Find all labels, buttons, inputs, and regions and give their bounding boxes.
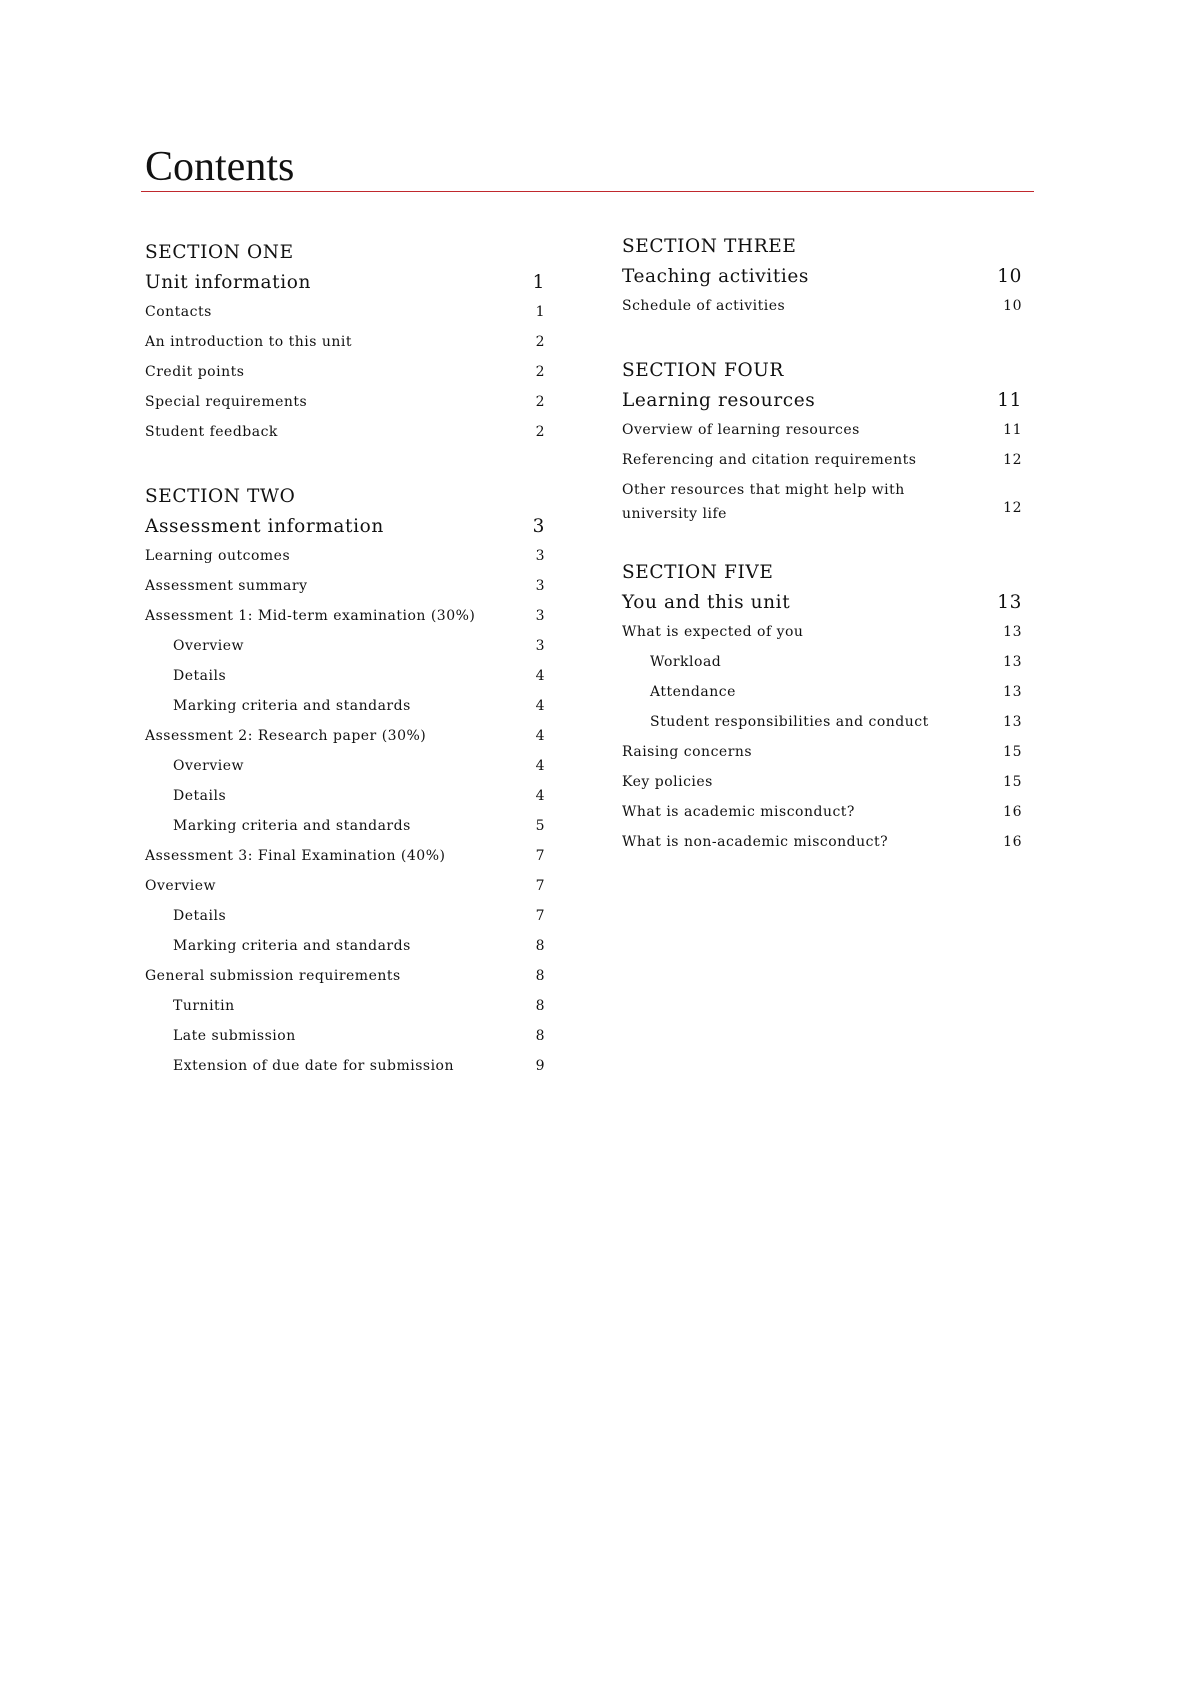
page-number: 9 (535, 1058, 545, 1074)
toc-entry[interactable] (145, 544, 545, 574)
page-number: 7 (535, 908, 545, 924)
toc-right-column (622, 232, 1022, 892)
toc-entry-title: Raising concerns (622, 744, 753, 760)
toc-section (622, 558, 1022, 860)
section-label: SECTION FIVE (622, 562, 774, 583)
page-number: 13 (1003, 624, 1022, 640)
toc-entry[interactable] (145, 934, 545, 964)
page-number: 4 (535, 668, 545, 684)
toc-entry[interactable] (145, 420, 545, 450)
toc-entry[interactable] (145, 1054, 545, 1084)
toc-entry[interactable] (622, 680, 1022, 710)
toc-entry-title: Details (173, 668, 227, 684)
page-number: 5 (535, 818, 545, 834)
page-number: 13 (997, 592, 1022, 613)
toc-entry[interactable] (145, 754, 545, 784)
page-number: 4 (535, 728, 545, 744)
toc-entry-title: Referencing and citation requirements (622, 452, 917, 468)
page-number: 4 (535, 698, 545, 714)
section-label: SECTION ONE (145, 242, 294, 263)
page-number: 12 (1003, 452, 1022, 468)
page-number: 15 (1003, 774, 1022, 790)
toc-entry[interactable] (145, 360, 545, 390)
section-heading: Unit information (145, 272, 311, 293)
toc-entry-title: Details (173, 908, 227, 924)
page-title: Contents (145, 144, 295, 190)
toc-entry[interactable] (145, 604, 545, 634)
toc-entry[interactable] (145, 300, 545, 330)
toc-entry-title: What is expected of you (622, 624, 804, 640)
toc-entry-title: Overview (173, 638, 245, 654)
page-number: 13 (1003, 684, 1022, 700)
toc-entry[interactable] (145, 330, 545, 360)
toc-entry-title: Turnitin (173, 998, 235, 1014)
page-number: 1 (535, 304, 545, 320)
page-number: 3 (535, 578, 545, 594)
toc-entry-title: Assessment 2: Research paper (30%) (145, 728, 427, 744)
toc-entry[interactable] (145, 814, 545, 844)
section-label: SECTION FOUR (622, 360, 784, 381)
toc-entry[interactable] (145, 694, 545, 724)
page-number: 4 (535, 758, 545, 774)
toc-entry-title: Special requirements (145, 394, 308, 410)
toc-entry-title: Workload (650, 654, 722, 670)
toc-entry-title: What is non-academic misconduct? (622, 834, 889, 850)
toc-entry-title: Details (173, 788, 227, 804)
toc-section (145, 482, 545, 1084)
section-label: SECTION TWO (145, 486, 296, 507)
page-number: 3 (535, 608, 545, 624)
page-number: 11 (997, 390, 1022, 411)
toc-entry[interactable] (622, 448, 1022, 478)
toc-entry-title: Credit points (145, 364, 245, 380)
page-number: 3 (535, 548, 545, 564)
page-number: 12 (1003, 500, 1022, 516)
page-number: 8 (535, 968, 545, 984)
toc-entry-title: Marking criteria and standards (173, 818, 411, 834)
toc-entry[interactable] (145, 784, 545, 814)
section-heading: Teaching activities (622, 266, 810, 287)
title-divider (141, 191, 1034, 192)
page-number: 10 (997, 266, 1022, 287)
section-heading: Assessment information (145, 516, 384, 537)
toc-section (145, 238, 545, 450)
toc-entry[interactable] (622, 740, 1022, 770)
toc-entry-title: An introduction to this unit (145, 334, 353, 350)
toc-entry-title: Other resources that might help with university life (622, 482, 905, 522)
toc-entry[interactable] (145, 1024, 545, 1054)
toc-section (622, 356, 1022, 526)
toc-entry-title: Overview (173, 758, 245, 774)
toc-entry[interactable] (145, 724, 545, 754)
toc-entry-title: Marking criteria and standards (173, 698, 411, 714)
page-number: 11 (1003, 422, 1022, 438)
toc-entry[interactable] (145, 634, 545, 664)
page-number: 16 (1003, 804, 1022, 820)
page-number: 2 (535, 424, 545, 440)
toc-entry-title: Student feedback (145, 424, 278, 440)
page-number: 7 (535, 848, 545, 864)
page-number: 4 (535, 788, 545, 804)
page-number: 8 (535, 938, 545, 954)
page-number: 8 (535, 998, 545, 1014)
toc-section (622, 232, 1022, 324)
toc-entry[interactable] (145, 964, 545, 994)
toc-entry[interactable] (622, 770, 1022, 800)
toc-entry-title: Student responsibilities and conduct (650, 714, 929, 730)
toc-entry-title: Marking criteria and standards (173, 938, 411, 954)
section-heading: You and this unit (622, 592, 791, 613)
page-number: 8 (535, 1028, 545, 1044)
page-number: 10 (1003, 298, 1022, 314)
toc-entry-title: Key policies (622, 774, 713, 790)
section-heading-entry[interactable] (622, 588, 1022, 618)
toc-entry-title: Late submission (173, 1028, 296, 1044)
toc-left-column (145, 238, 545, 1116)
toc-entry[interactable] (622, 650, 1022, 680)
toc-entry-title: General submission requirements (145, 968, 401, 984)
toc-entry[interactable] (622, 294, 1022, 324)
toc-entry-title: What is academic misconduct? (622, 804, 855, 820)
toc-entry[interactable] (622, 830, 1022, 860)
toc-entry-title: Assessment summary (145, 578, 308, 594)
toc-entry-title: Contacts (145, 304, 212, 320)
page-number: 1 (532, 272, 545, 293)
page-number: 15 (1003, 744, 1022, 760)
toc-entry[interactable] (145, 844, 545, 874)
page-number: 2 (535, 394, 545, 410)
toc-entry-title: Overview of learning resources (622, 422, 860, 438)
toc-entry[interactable] (145, 874, 545, 904)
section-heading-entry[interactable] (622, 262, 1022, 292)
page-number: 13 (1003, 714, 1022, 730)
page-number: 2 (535, 364, 545, 380)
toc-entry-title: Learning outcomes (145, 548, 291, 564)
page-number: 13 (1003, 654, 1022, 670)
toc-entry[interactable] (145, 574, 545, 604)
toc-entry-title: Extension of due date for submission (173, 1058, 455, 1074)
toc-entry-title: Assessment 1: Mid-term examination (30%) (145, 608, 476, 624)
page-number: 3 (532, 516, 545, 537)
toc-entry[interactable] (145, 904, 545, 934)
section-label: SECTION THREE (622, 236, 797, 257)
section-heading-entry[interactable] (145, 512, 545, 542)
page-number: 7 (535, 878, 545, 894)
section-heading: Learning resources (622, 390, 816, 411)
toc-entry[interactable] (145, 664, 545, 694)
toc-entry[interactable] (622, 478, 1022, 526)
toc-entry-title: Assessment 3: Final Examination (40%) (145, 848, 446, 864)
toc-entry-title: Schedule of activities (622, 298, 786, 314)
toc-entry[interactable] (622, 418, 1022, 448)
toc-entry[interactable] (145, 994, 545, 1024)
toc-entry[interactable] (622, 620, 1022, 650)
page-number: 2 (535, 334, 545, 350)
section-heading-entry[interactable] (622, 386, 1022, 416)
toc-entry-title: Attendance (650, 684, 736, 700)
section-heading-entry[interactable] (145, 268, 545, 298)
toc-entry-title: Overview (145, 878, 217, 894)
page-number: 3 (535, 638, 545, 654)
toc-entry[interactable] (145, 390, 545, 420)
toc-entry[interactable] (622, 800, 1022, 830)
toc-entry[interactable] (622, 710, 1022, 740)
page-number: 16 (1003, 834, 1022, 850)
